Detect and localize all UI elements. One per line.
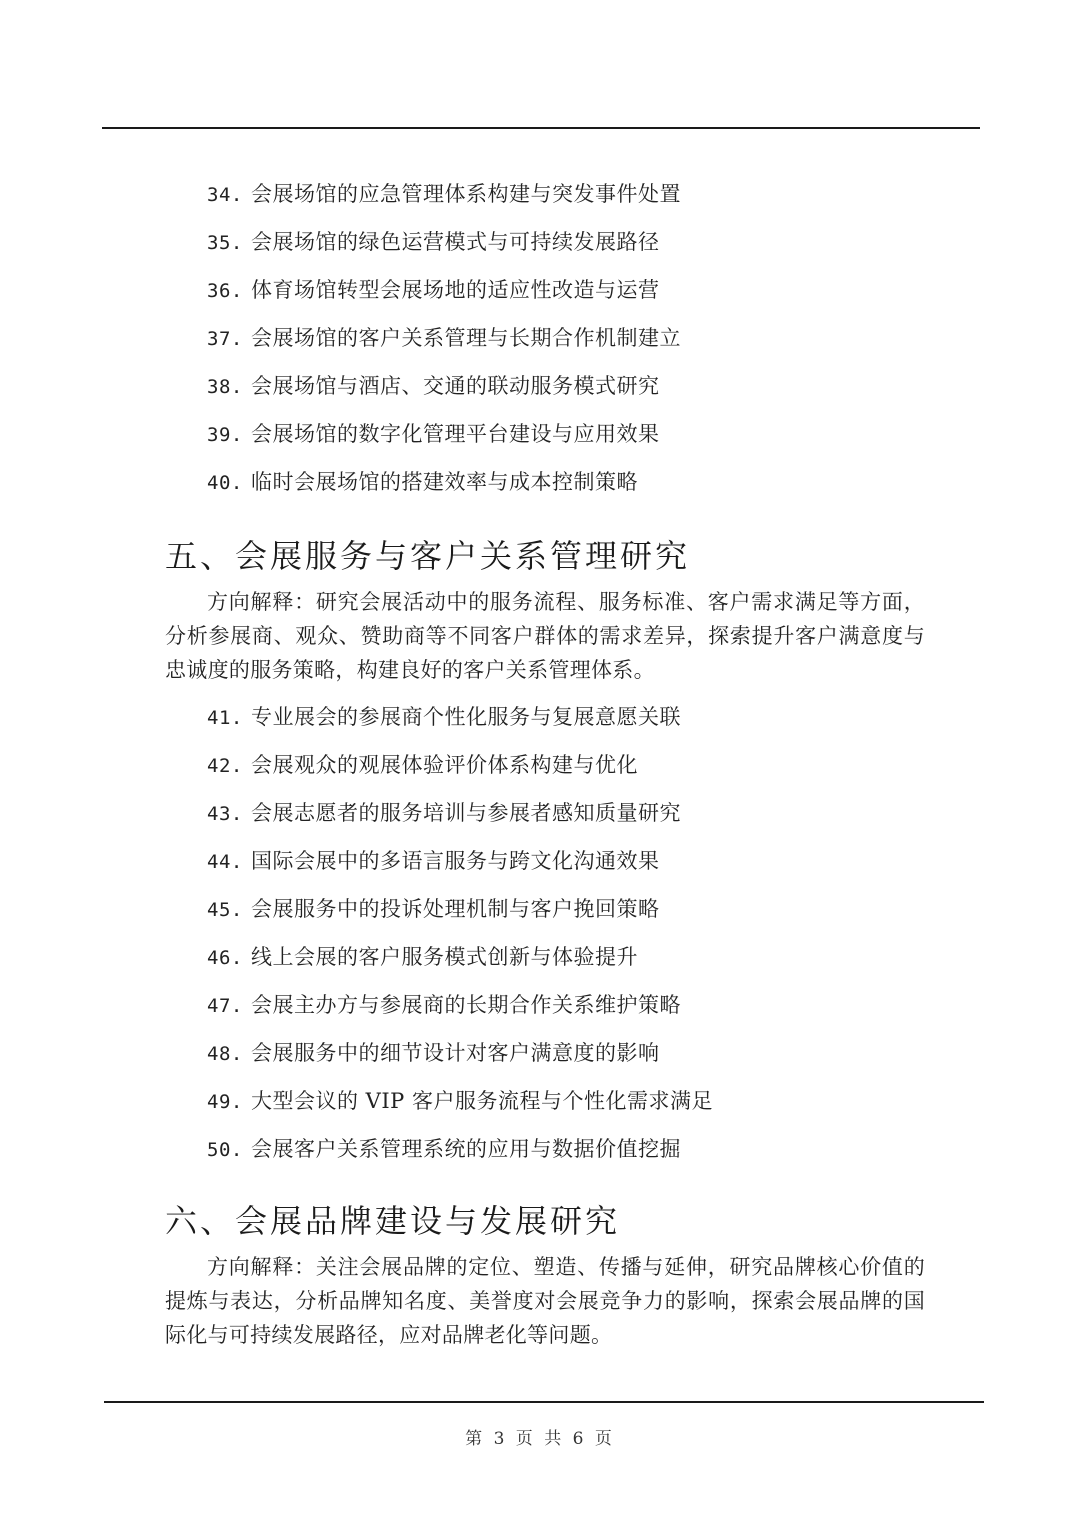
item-text: 大型会议的 VIP 客户服务流程与个性化需求满足: [251, 1089, 713, 1113]
item-text: 线上会展的客户服务模式创新与体验提升: [251, 945, 638, 969]
item-text: 会展客户关系管理系统的应用与数据价值挖掘: [251, 1137, 681, 1161]
item-number: 41.: [207, 707, 243, 729]
list-item: [207, 266, 681, 314]
list-item: [207, 410, 681, 458]
item-text: 会展观众的观展体验评价体系构建与优化: [251, 753, 638, 777]
list-item: [207, 885, 713, 933]
item-number: 44.: [207, 851, 243, 873]
list-item: [207, 1029, 713, 1077]
item-text: 会展场馆与酒店、交通的联动服务模式研究: [251, 374, 660, 398]
list-item: [207, 837, 713, 885]
topic-list-service: [207, 693, 713, 1173]
list-item: [207, 789, 713, 837]
section-description-brand: 方向解释：关注会展品牌的定位、塑造、传播与延伸，研究品牌核心价值的提炼与表达，分析品牌知名度、美誉度对会展竞争力的影响，探索会展品牌的国际化与可持续发展路径，应对品牌老化等问题。: [165, 1255, 925, 1347]
item-text: 会展场馆的绿色运营模式与可持续发展路径: [251, 230, 660, 254]
item-number: 50.: [207, 1139, 243, 1161]
page-number: 第 3 页 共 6 页: [465, 1429, 615, 1449]
topic-list-venues: [207, 170, 681, 506]
item-text: 会展场馆的数字化管理平台建设与应用效果: [251, 422, 660, 446]
list-item: [207, 218, 681, 266]
item-number: 48.: [207, 1043, 243, 1065]
item-text: 体育场馆转型会展场地的适应性改造与运营: [251, 278, 660, 302]
list-item: [207, 1077, 713, 1125]
list-item: [207, 458, 681, 506]
item-number: 46.: [207, 947, 243, 969]
footer-rule: [104, 1401, 984, 1403]
item-number: 47.: [207, 995, 243, 1017]
list-item: [207, 1125, 713, 1173]
item-text: 临时会展场馆的搭建效率与成本控制策略: [251, 470, 638, 494]
item-text: 专业展会的参展商个性化服务与复展意愿关联: [251, 705, 681, 729]
item-text: 会展场馆的客户关系管理与长期合作机制建立: [251, 326, 681, 350]
list-item: [207, 170, 681, 218]
item-text: 会展服务中的投诉处理机制与客户挽回策略: [251, 897, 660, 921]
header-rule: [102, 127, 980, 129]
item-number: 49.: [207, 1091, 243, 1113]
list-item: [207, 362, 681, 410]
section-heading-brand: 六、会展品牌建设与发展研究: [165, 1202, 621, 1240]
list-item: [207, 981, 713, 1029]
item-number: 34.: [207, 184, 243, 206]
item-number: 40.: [207, 472, 243, 494]
list-item: [207, 741, 713, 789]
item-number: 38.: [207, 376, 243, 398]
item-text: 会展志愿者的服务培训与参展者感知质量研究: [251, 801, 681, 825]
section-heading-service: 五、会展服务与客户关系管理研究: [165, 537, 691, 575]
item-number: 45.: [207, 899, 243, 921]
item-number: 43.: [207, 803, 243, 825]
item-number: 36.: [207, 280, 243, 302]
list-item: [207, 693, 713, 741]
item-number: 42.: [207, 755, 243, 777]
list-item: [207, 933, 713, 981]
item-text: 国际会展中的多语言服务与跨文化沟通效果: [251, 849, 660, 873]
item-text: 会展服务中的细节设计对客户满意度的影响: [251, 1041, 660, 1065]
item-number: 39.: [207, 424, 243, 446]
list-item: [207, 314, 681, 362]
item-text: 会展场馆的应急管理体系构建与突发事件处置: [251, 182, 681, 206]
section-description-service: 方向解释：研究会展活动中的服务流程、服务标准、客户需求满足等方面，分析参展商、观众、赞助商等不同客户群体的需求差异，探索提升客户满意度与忠诚度的服务策略，构建良好的客户关系管理体系。: [165, 590, 925, 682]
item-number: 35.: [207, 232, 243, 254]
item-number: 37.: [207, 328, 243, 350]
item-text: 会展主办方与参展商的长期合作关系维护策略: [251, 993, 681, 1017]
